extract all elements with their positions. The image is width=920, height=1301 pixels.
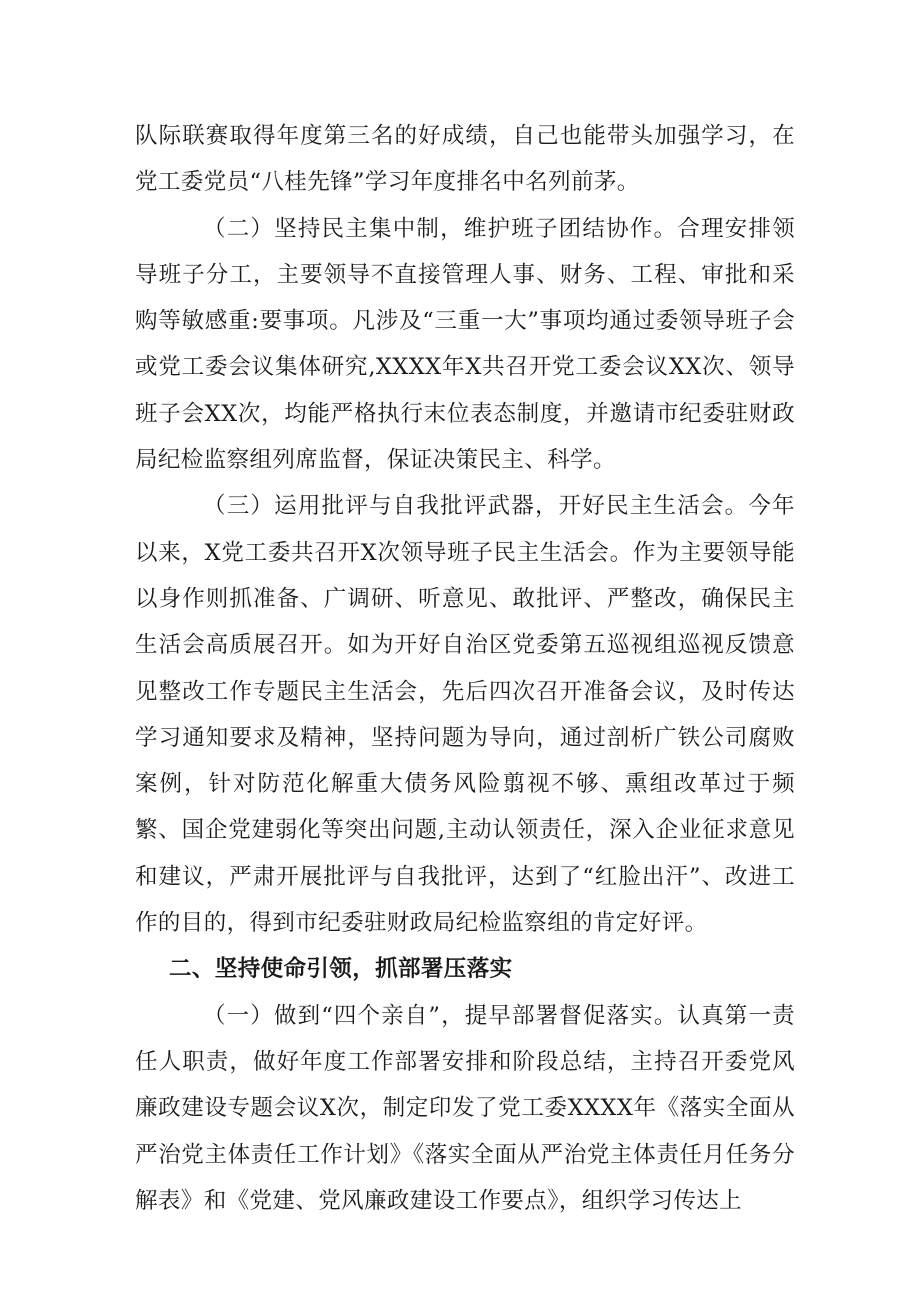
paragraph-continuation: 队际联赛取得年度第三名的好成绩，自己也能带头加强学习，在党工委党员“八桂先锋”学习年度排名中名列前茅。	[135, 123, 795, 196]
paragraph-criticism-self-criticism: （三）运用批评与自我批评武器，开好民主生活会。今年以来，X党工委共召开X次领导班子民主生活会。作为主要领导能以身作则抓准备、广调研、听意见、敢批评、严整改，确保民主生活会高质展召开。如为开好自治区党委第五巡视组巡视反馈意见整改工作专题民主生活会，先后四次召开准备会议，及时传达学习通知要求及精神，坚持问题为导向，通过剖析广铁公司腐败案例，针对防范化解重大债务风险翦视不够、熏组改革过于频繁、国企党建弱化等突出问题,主动认领责任，深入企业征求意见和建议，严肃开展批评与自我批评，达到了“红脸出汗”、改进工作的目的，得到市纪委驻财政局纪检监察组的肯定好评。	[135, 493, 795, 937]
document-body	[135, 113, 795, 1224]
paragraph-democratic-centralism: （二）坚持民主集中制，维护班子团结协作。合理安排领导班子分工，主要领导不直接管理人事、财务、工程、审批和采购等敏感重:要事项。凡涉及“三重一大”事项均通过委领导班子会或党工委会议集体研究,XXXX年X共召开党工委会议XX次、领导班子会XX次，均能严格执行末位表态制度，并邀请市纪委驻财政局纪检监察组列席监督，保证决策民主、科学。	[135, 215, 795, 474]
paragraph-four-personally: （一）做到“四个亲自”，提早部署督促落实。认真第一责任人职责，做好年度工作部署安排和阶段总结，主持召开委党风廉政建设专题会议X次，制定印发了党工委XXXX年《落实全面从严治党主体责任工作计划》《落实全面从严治党主体责任月任务分解表》和《党建、党风廉政建设工作要点》，组织学习传达上	[135, 1002, 795, 1214]
section-heading-mission: 二、坚持使命引领，抓部署压落实	[169, 956, 513, 983]
